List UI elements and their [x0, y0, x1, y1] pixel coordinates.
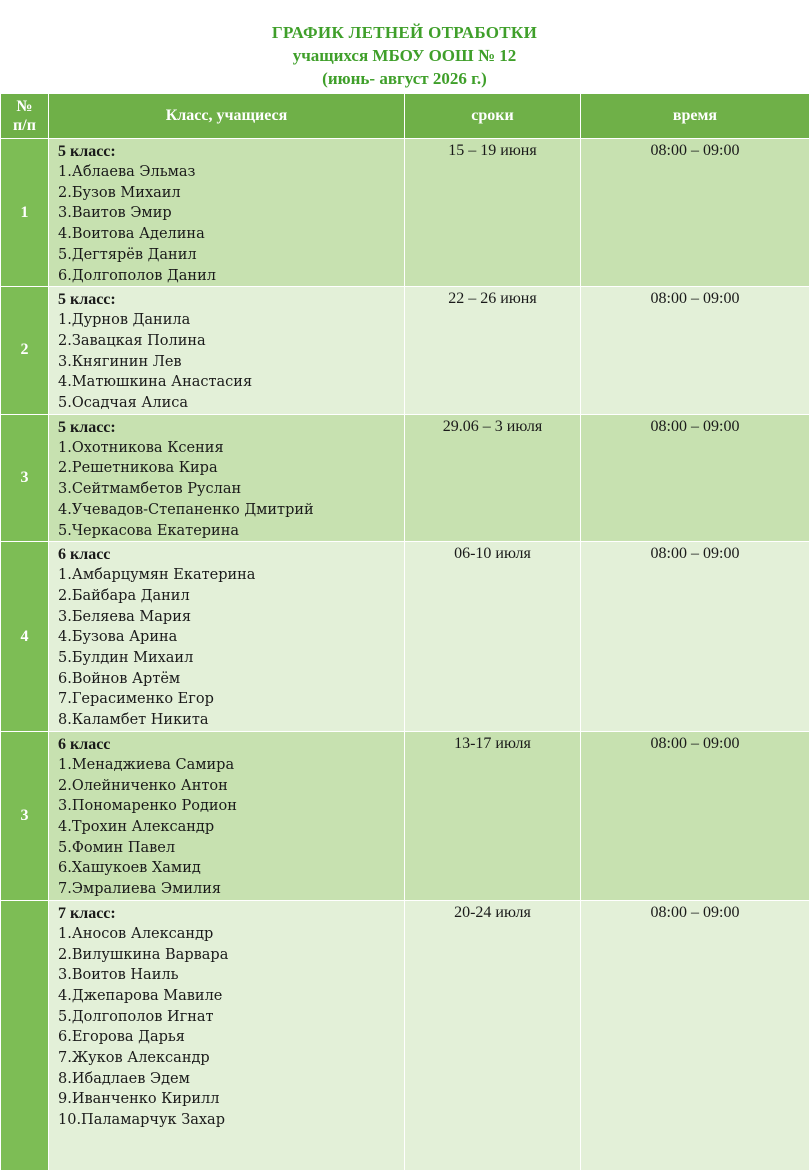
header-class: Класс, учащиеся — [49, 94, 405, 139]
student-name: 1.Амбарцумян Екатерина — [58, 565, 404, 586]
student-name: 6.Войнов Артём — [58, 669, 404, 690]
student-name: 8.Каламбет Никита — [58, 710, 404, 731]
time-cell: 08:00 – 09:00 — [581, 900, 809, 1170]
class-cell — [49, 139, 405, 287]
header-time: время — [581, 94, 809, 139]
time-cell: 08:00 – 09:00 — [581, 139, 809, 287]
student-name: 3.Сейтмамбетов Руслан — [58, 479, 404, 500]
title-line-2: учащихся МБОУ ООШ № 12 — [0, 45, 809, 66]
class-cell — [49, 731, 405, 900]
table-row — [1, 900, 809, 1170]
header-row — [1, 94, 809, 139]
class-cell — [49, 287, 405, 415]
student-name: 1.Аносов Александр — [58, 924, 404, 945]
student-name: 4.Воитова Аделина — [58, 224, 404, 245]
class-cell — [49, 900, 405, 1170]
row-number: 3 — [1, 731, 49, 900]
student-name: 5.Дегтярёв Данил — [58, 245, 404, 266]
time-cell: 08:00 – 09:00 — [581, 542, 809, 732]
table-row — [1, 139, 809, 287]
student-name: 3.Беляева Мария — [58, 607, 404, 628]
row-number: 3 — [1, 414, 49, 542]
class-label: 5 класс: — [58, 418, 404, 438]
student-name: 1.Дурнов Данила — [58, 310, 404, 331]
student-name: 2.Олейниченко Антон — [58, 776, 404, 797]
student-name: 4.Матюшкина Анастасия — [58, 372, 404, 393]
header-number-line2: п/п — [13, 117, 36, 134]
class-label: 7 класс: — [58, 904, 404, 924]
student-name: 4.Учевадов-Степаненко Дмитрий — [58, 500, 404, 521]
row-number: 2 — [1, 287, 49, 415]
row-number: 1 — [1, 139, 49, 287]
student-name: 5.Фомин Павел — [58, 838, 404, 859]
student-name: 6.Долгополов Данил — [58, 266, 404, 287]
student-name: 2.Завацкая Полина — [58, 331, 404, 352]
student-name: 6.Егорова Дарья — [58, 1027, 404, 1048]
title-line-1: ГРАФИК ЛЕТНЕЙ ОТРАБОТКИ — [0, 22, 809, 43]
time-cell: 08:00 – 09:00 — [581, 414, 809, 542]
student-name: 2.Решетникова Кира — [58, 458, 404, 479]
class-label: 5 класс: — [58, 142, 404, 162]
time-cell: 08:00 – 09:00 — [581, 287, 809, 415]
class-label: 6 класс — [58, 545, 404, 565]
header-number-line1: № — [16, 98, 32, 115]
header-number — [1, 94, 49, 139]
student-name: 5.Булдин Михаил — [58, 648, 404, 669]
student-name: 2.Бузов Михаил — [58, 183, 404, 204]
time-cell: 08:00 – 09:00 — [581, 731, 809, 900]
row-number — [1, 900, 49, 1170]
student-name: 1.Аблаева Эльмаз — [58, 162, 404, 183]
student-name: 4.Трохин Александр — [58, 817, 404, 838]
table-row — [1, 287, 809, 415]
header-dates: сроки — [405, 94, 581, 139]
student-name: 9.Иванченко Кирилл — [58, 1089, 404, 1110]
schedule-table — [0, 93, 809, 1171]
student-name: 5.Долгополов Игнат — [58, 1007, 404, 1028]
dates-cell: 15 – 19 июня — [405, 139, 581, 287]
student-name: 8.Ибадлаев Эдем — [58, 1069, 404, 1090]
class-cell — [49, 542, 405, 732]
table-row — [1, 542, 809, 732]
student-name: 3.Пономаренко Родион — [58, 796, 404, 817]
student-name: 7.Герасименко Егор — [58, 689, 404, 710]
dates-cell: 20-24 июля — [405, 900, 581, 1170]
class-label: 5 класс: — [58, 290, 404, 310]
student-name: 5.Черкасова Екатерина — [58, 521, 404, 542]
class-label: 6 класс — [58, 735, 404, 755]
table-row — [1, 414, 809, 542]
dates-cell: 29.06 – 3 июля — [405, 414, 581, 542]
student-name: 5.Осадчая Алиса — [58, 393, 404, 414]
student-name: 3.Княгинин Лев — [58, 352, 404, 373]
student-name: 2.Вилушкина Варвара — [58, 945, 404, 966]
dates-cell: 13-17 июля — [405, 731, 581, 900]
row-number: 4 — [1, 542, 49, 732]
student-name: 4.Джепарова Мавиле — [58, 986, 404, 1007]
student-name: 4.Бузова Арина — [58, 627, 404, 648]
title-line-3: (июнь- август 2026 г.) — [0, 68, 809, 89]
student-name: 7.Эмралиева Эмилия — [58, 879, 404, 900]
student-name: 2.Байбара Данил — [58, 586, 404, 607]
table-row — [1, 731, 809, 900]
student-name: 10.Паламарчук Захар — [58, 1110, 404, 1131]
student-name: 1.Менаджиева Самира — [58, 755, 404, 776]
student-name: 3.Ваитов Эмир — [58, 203, 404, 224]
student-name: 1.Охотникова Ксения — [58, 438, 404, 459]
class-cell — [49, 414, 405, 542]
student-name: 7.Жуков Александр — [58, 1048, 404, 1069]
dates-cell: 06-10 июля — [405, 542, 581, 732]
student-name: 3.Воитов Наиль — [58, 965, 404, 986]
dates-cell: 22 – 26 июня — [405, 287, 581, 415]
student-name: 6.Хашукоев Хамид — [58, 858, 404, 879]
